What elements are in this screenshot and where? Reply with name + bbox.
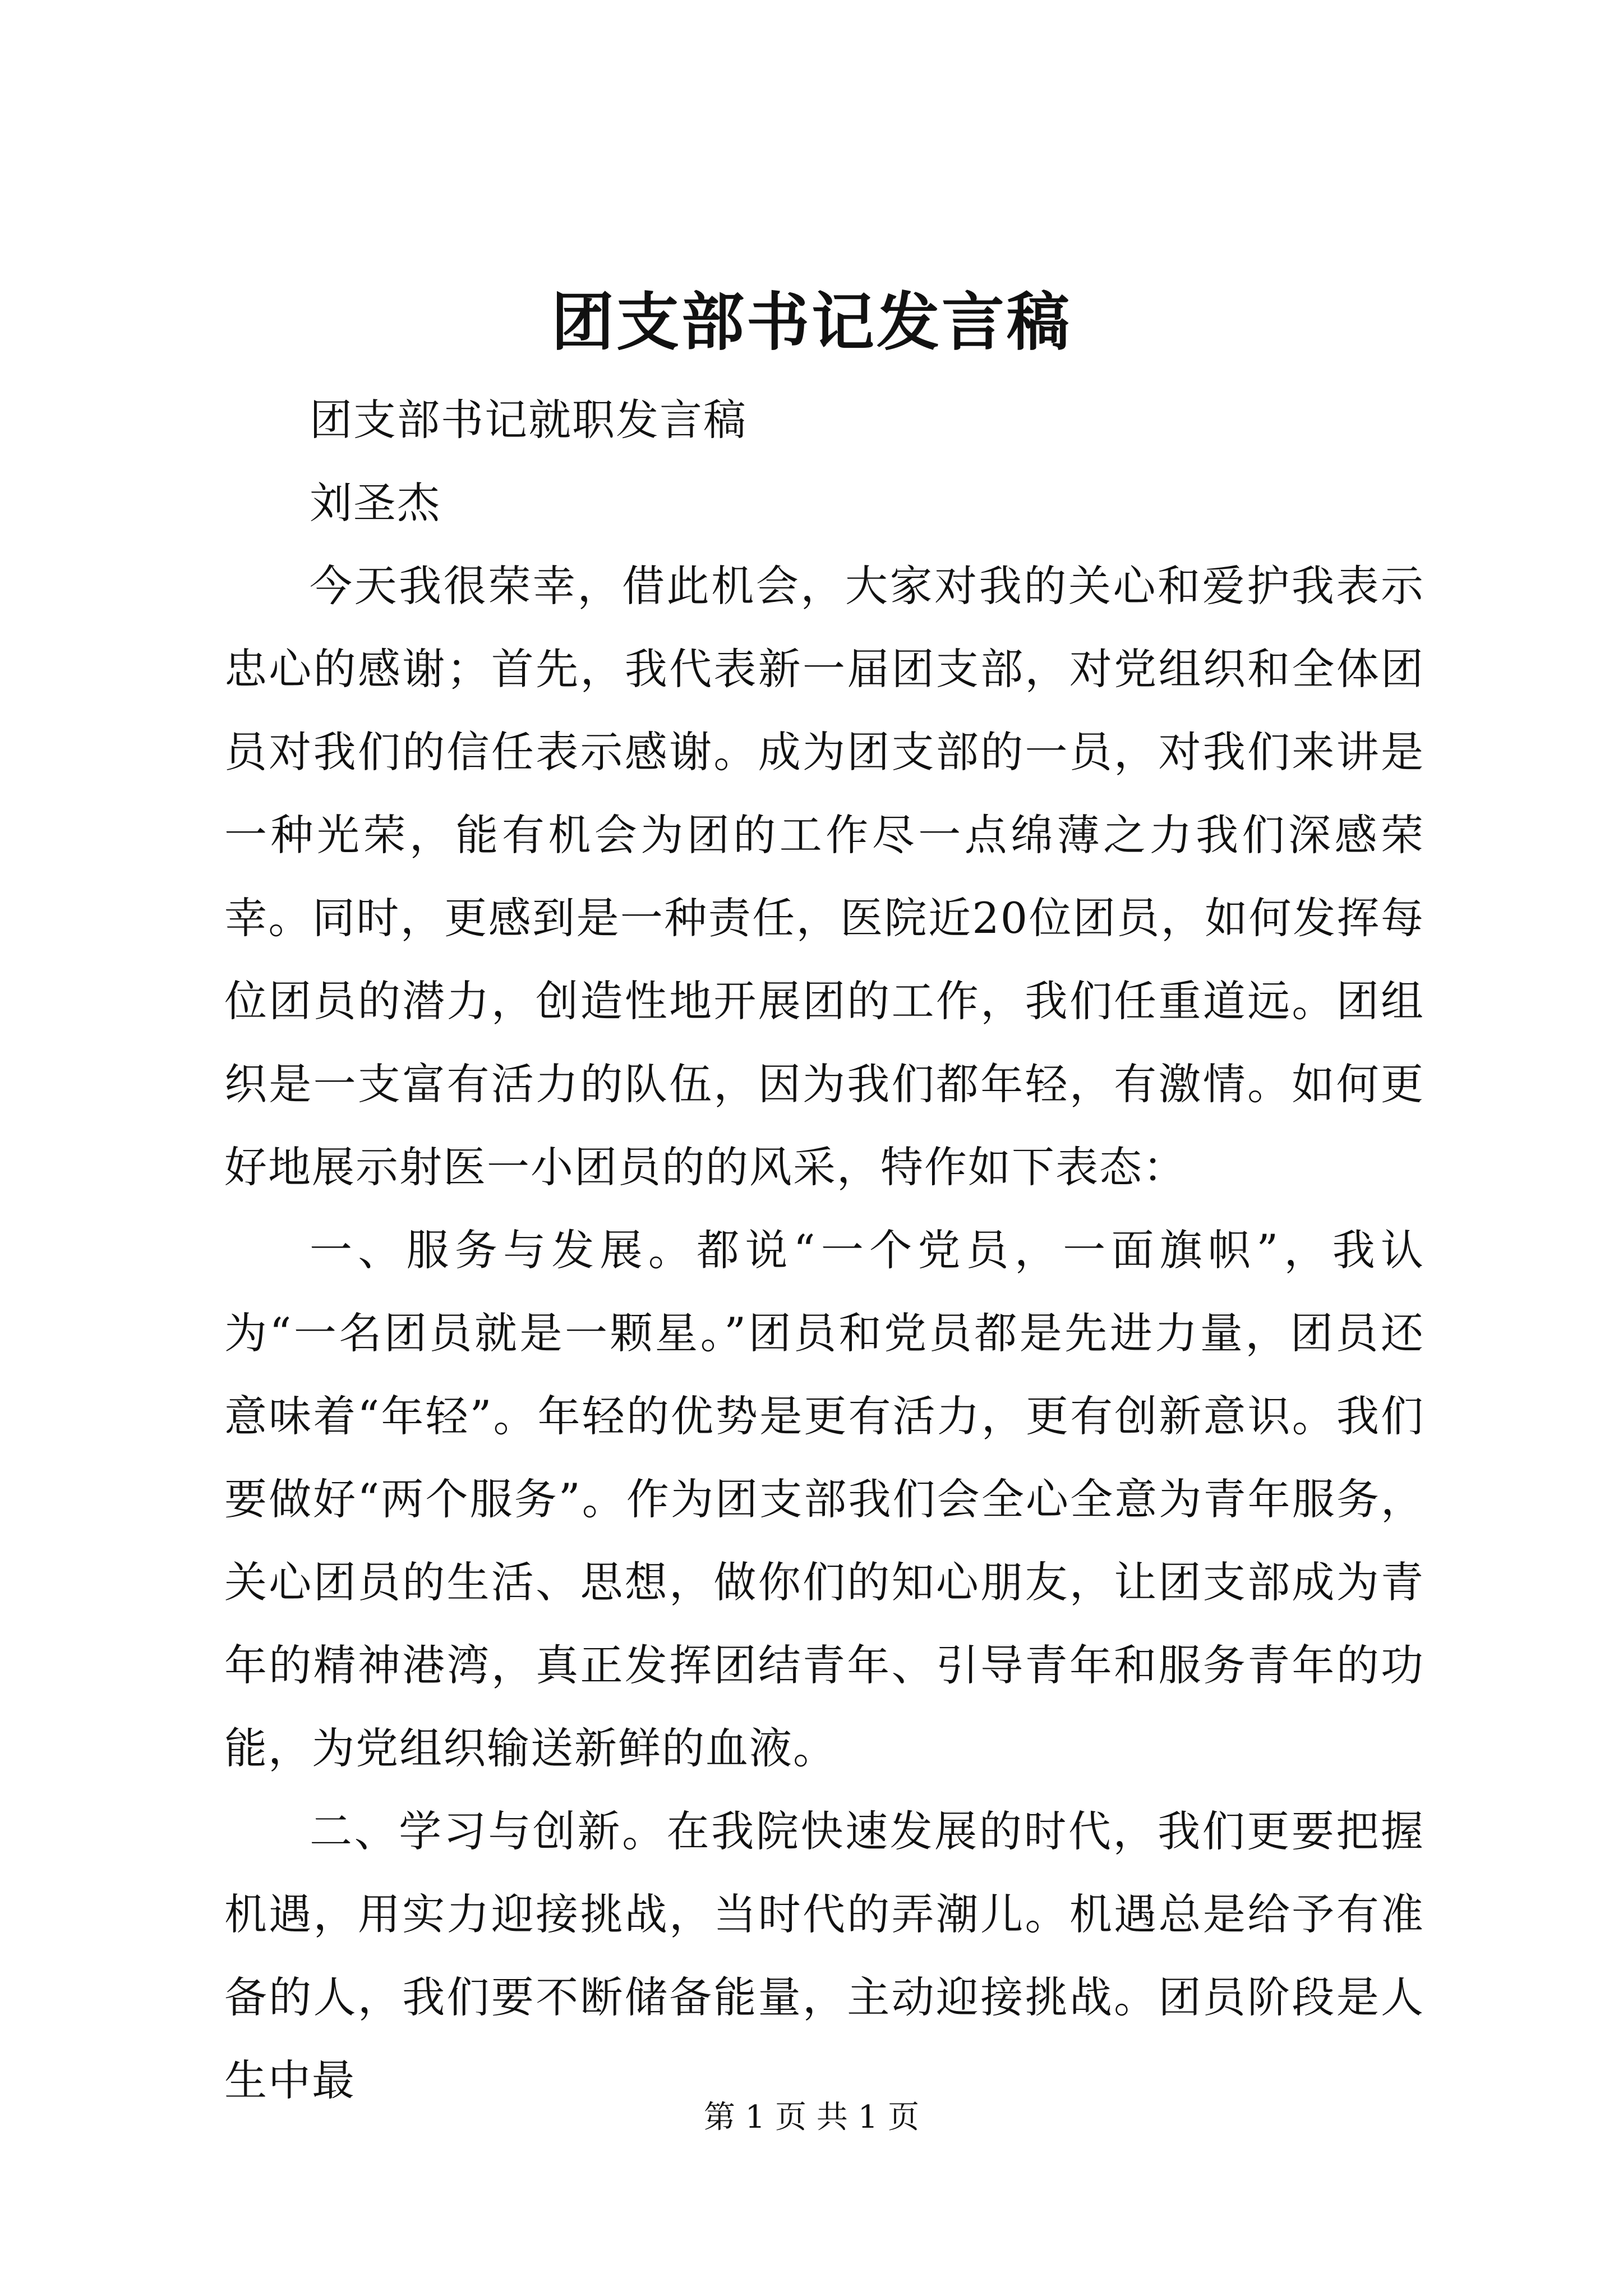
paragraph-learning: 二、学习与创新。在我院快速发展的时代，我们更要把握机遇，用实力迎接挑战，当时代的弄潮儿。机遇总是给予有准备的人，我们要不断储备能量，主动迎接挑战。团员阶段是人生中最 xyxy=(224,1806,1424,2105)
subtitle-line: 团支部书记就职发言稿 xyxy=(310,395,747,445)
paragraph-intro: 今天我很荣幸，借此机会，大家对我的关心和爱护我表示忠心的感谢；首先，我代表新一届团支部，对党组织和全体团员对我们的信任表示感谢。成为团支部的一员，对我们来讲是一种光荣，能有机会为团的工作尽一点绵薄之力我们深感荣幸。同时，更感到是一种责任，医院近20位团员，如何发挥每位团员的潜力，创造性地开展团的工作，我们任重道远。团组织是一支富有活力的队伍，因为我们都年轻，有激情。如何更好地展示射医一小团员的的风采，特作如下表态： xyxy=(224,561,1424,1192)
document-body xyxy=(224,379,1424,2122)
author-line: 刘圣杰 xyxy=(310,478,441,528)
document-title: 团支部书记发言稿 xyxy=(551,286,1072,359)
paragraph-service: 一、服务与发展。都说“一个党员，一面旗帜”，我认为“一名团员就是一颗星。”团员和党员都是先进力量，团员还意味着“年轻”。年轻的优势是更有活力，更有创新意识。我们要做好“两个服务”。作为团支部我们会全心全意为青年服务，关心团员的生活、思想，做你们的知心朋友，让团支部成为青年的精神港湾，真正发挥团结青年、引导青年和服务青年的功能，为党组织输送新鲜的血液。 xyxy=(224,1225,1424,1773)
page-number-label: 第 1 页 共 1 页 xyxy=(703,2099,920,2136)
page-footer xyxy=(0,2095,1623,2140)
